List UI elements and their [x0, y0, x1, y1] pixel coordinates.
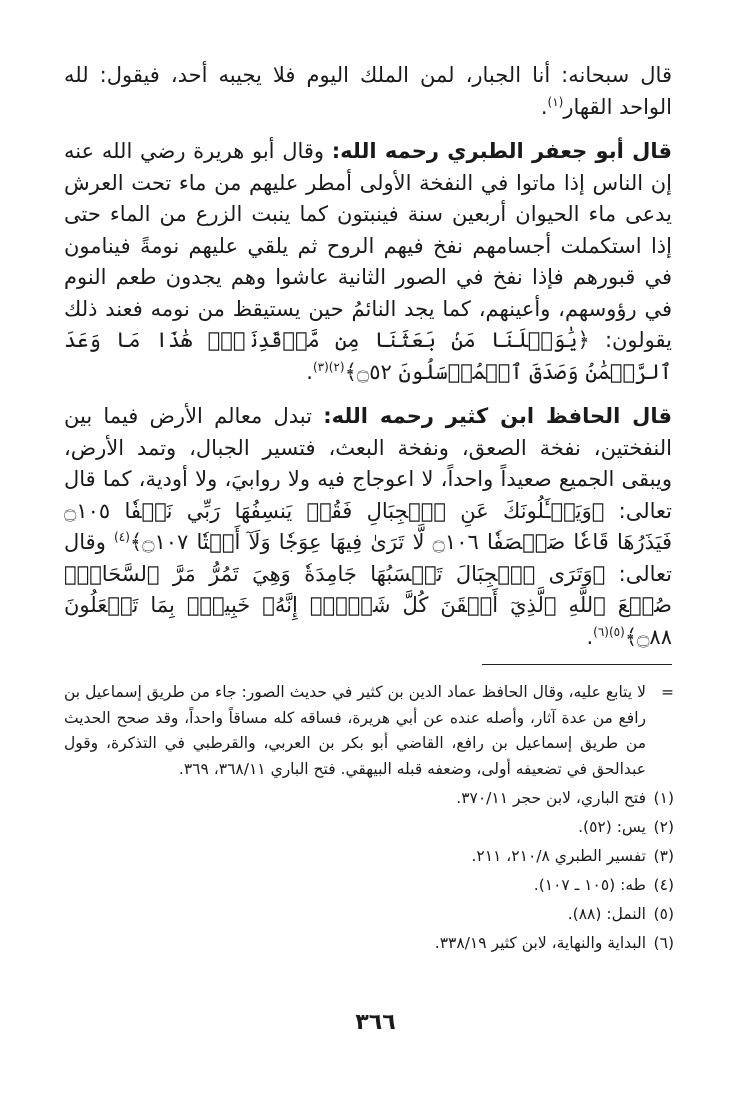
footnote-number: (٢)	[653, 818, 674, 836]
footnote-ref-2-3[interactable]: (٢)(٣)	[312, 359, 345, 374]
footnote-continuation	[64, 680, 674, 782]
ibn-kathir-lead: قال الحافظ ابن كثير رحمه الله:	[323, 404, 672, 428]
quran-verse-taha: ﴿وَيَسۡـَٔلُونَكَ عَنِ ٱلۡجِبَالِ فَقُلۡ يَنسِفُهَا رَبِّي نَسۡفٗا ۝١٠٥ فَيَذَرُهَا قَاعٗا صَفۡصَفٗا ۝١٠٦ لَّا تَرَىٰ فِيهَا عِوَجٗا وَلَآ أَمۡتٗا ۝١٠٧﴾	[64, 498, 672, 554]
footnote-text: فتح الباري، لابن حجر ٣٧٠/١١.	[456, 789, 646, 807]
main-text	[64, 60, 672, 653]
footnote-item	[64, 786, 674, 811]
footnote-number: (٥)	[653, 905, 674, 923]
footnote-text: يس: (٥٢).	[578, 818, 646, 836]
ibn-kathir-text: تبدل معالم الأرض فيما بين النفختين، نفخة الصعق، ونفخة البعث، فتسير الجبال، وتمد الأرض، ويبقى الجميع صعيداً واحداً، لا اعوجاج فيه ولا روابيَ، ولا أودية، كما قال تعالى:	[64, 404, 672, 523]
footnote-item	[64, 844, 674, 869]
footnote-text: طه: (١٠٥ ـ ١٠٧).	[533, 876, 646, 894]
footnote-item	[64, 873, 674, 898]
footnote-text: تفسير الطبري ٢١٠/٨، ٢١١.	[471, 847, 646, 865]
paragraph-ibn-kathir: قال الحافظ ابن كثير رحمه الله: تبدل معالم الأرض فيما بين النفختين، نفخة الصعق، ونفخة البعث، فتسير الجبال، وتمد الأرض، ويبقى الجميع صعيداً واحداً، لا اعوجاج فيه ولا روابيَ، ولا أودية، كما قال تعالى: ﴿وَيَسۡـَٔلُونَكَ عَنِ ٱلۡجِبَالِ فَقُلۡ يَنسِفُهَا رَبِّي نَسۡفٗا ۝١٠٥ فَيَذَرُهَا قَاعٗا صَفۡصَفٗا ۝١٠٦ لَّا تَرَىٰ فِيهَا عِوَجٗا وَلَآ أَمۡتٗا ۝١٠٧﴾$^{(٤)}$ وقال تعالى: ﴿وَتَرَى ٱلۡجِبَالَ تَحۡسَبُهَا جَامِدَةٗ وَهِيَ تَمُرُّ مَرَّ ٱلسَّحَابِۚ صُنۡعَ ٱللَّهِ ٱلَّذِيٓ أَتۡقَنَ كُلَّ شَيۡءٍۚ إِنَّهُۥ خَبِيرُۢ بِمَا تَفۡعَلُونَ ۝٨٨﴾$^{(٥)(٦)}$.	[64, 404, 672, 649]
footnote-text: النمل: (٨٨).	[567, 905, 646, 923]
footnote-ref-4[interactable]: (٤)	[114, 530, 130, 544]
tabari-text: وقال أبو هريرة رضي الله عنه إن الناس إذا ماتوا في النفخة الأولى أمطر عليهم من ماء تحت العرش يدعى ماء الحيوان أربعين سنة فينبتون كما ينبت الزرع من الماء حتى إذا استكملت أجسامهم نفخ فيهم الروح ثم يلقي عليهم نومةً فينامون في قبورهم فإذا نفخ في الصور الثانية عاشوا وهم يجدون طعم النوم في رؤوسهم، وأعينهم، كما يجد النائمُ حين يستيقظ من نومه فعند ذلك يقولون:	[64, 139, 672, 352]
tabari-lead: قال أبو جعفر الطبري رحمه الله:	[331, 139, 672, 163]
footnote-ref-5-6[interactable]: (٥)(٦)	[593, 624, 625, 639]
footnotes	[64, 680, 674, 956]
footnote-number: (٣)	[653, 847, 674, 865]
paragraph-1: قال سبحانه: أنا الجبار، لمن الملك اليوم فلا يجيبه أحد، فيقول: لله الواحد القهار$^{(١)}$.	[64, 63, 672, 119]
footnote-item	[64, 815, 674, 840]
quran-verse-yasin: ﴿يَٰوَيۡلَنَا مَنۢ بَعَثَنَا مِن مَّرۡقَدِنَاۜۗ هَٰذَا مَا وَعَدَ ٱلرَّحۡمَٰنُ وَصَدَقَ ٱلۡمُرۡسَلُونَ ۝٥٢﴾	[64, 328, 672, 384]
footnote-number: (٦)	[653, 934, 674, 952]
footnote-item	[64, 902, 674, 927]
continuation-marker: =	[661, 683, 674, 701]
page-number: ٣٦٦	[355, 1010, 396, 1035]
footnote-number: (١)	[653, 789, 674, 807]
footnote-text: البداية والنهاية، لابن كثير ٣٣٨/١٩.	[434, 934, 646, 952]
footnote-ref-1[interactable]: (١)	[547, 94, 564, 109]
footnote-divider	[482, 664, 672, 665]
quran-verse-naml: ﴿وَتَرَى ٱلۡجِبَالَ تَحۡسَبُهَا جَامِدَةٗ وَهِيَ تَمُرُّ مَرَّ ٱلسَّحَابِۚ صُنۡعَ ٱللَّهِ ٱلَّذِيٓ أَتۡقَنَ كُلَّ شَيۡءٍۚ إِنَّهُۥ خَبِيرُۢ بِمَا تَفۡعَلُونَ ۝٨٨﴾	[64, 561, 672, 649]
ibn-kathir-mid: وقال تعالى:	[64, 530, 672, 586]
footnote-item	[64, 931, 674, 956]
continuation-text: لا يتابع عليه، وقال الحافظ عماد الدين بن كثير في حديث الصور: جاء من طريق إسماعيل بن رافع من عدة آثار، وأصله عنده عن أبي هريرة، فساقه كله مساقاً واحداً، وقد صحح الحديث من طريق إسماعيل بن رافع، القاضي أبو بكر بن العربي، والقرطبي في التذكرة، وقول عبدالحق في تضعيفه أولى، وضعفه قبله البيهقي. فتح الباري ٣٦٨/١١، ٣٦٩.	[64, 683, 646, 778]
footnote-number: (٤)	[653, 876, 674, 894]
paragraph-1-text: قال سبحانه: أنا الجبار، لمن الملك اليوم فلا يجيبه أحد، فيقول: لله الواحد القهار	[64, 63, 672, 119]
paragraph-tabari: قال أبو جعفر الطبري رحمه الله: وقال أبو هريرة رضي الله عنه إن الناس إذا ماتوا في النفخة الأولى أمطر عليهم من ماء تحت العرش يدعى ماء الحيوان أربعين سنة فينبتون كما ينبت الزرع من الماء حتى إذا استكملت أجسامهم نفخ فيهم الروح ثم يلقي عليهم نومةً فينامون في قبورهم فإذا نفخ في الصور الثانية عاشوا وهم يجدون طعم النوم في رؤوسهم، وأعينهم، كما يجد النائمُ حين يستيقظ من نومه فعند ذلك يقولون: ﴿يَٰوَيۡلَنَا مَنۢ بَعَثَنَا مِن مَّرۡقَدِنَاۜۗ هَٰذَا مَا وَعَدَ ٱلرَّحۡمَٰنُ وَصَدَقَ ٱلۡمُرۡسَلُونَ ۝٥٢﴾$^{(٢)(٣)}$.	[64, 139, 672, 384]
